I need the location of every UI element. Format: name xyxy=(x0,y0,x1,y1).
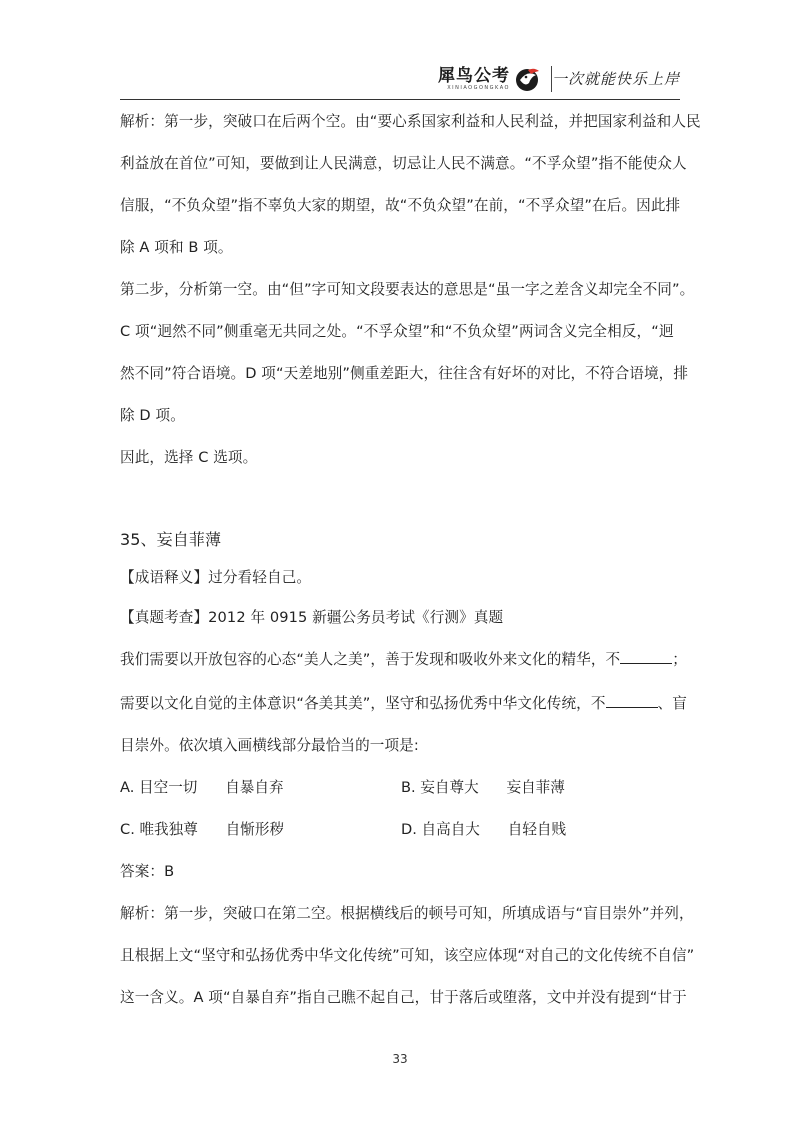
question-line: 我们需要以开放包容的心态“美人之美”，善于发现和吸收外来文化的精华，不 ； xyxy=(120,651,687,668)
paragraph-line: 第二步，分析第一空。由“但”字可知文段要表达的意思是“虽一字之差含义却完全不同”。 xyxy=(120,281,695,298)
answer-blank xyxy=(606,693,658,708)
paragraph-line: 然不同”符合语境。D 项“天差地别”侧重差距大，往往含有好坏的对比，不符合语境，排 xyxy=(120,365,689,382)
paragraph-line: 这一含义。A 项“自暴自弃”指自己瞧不起自己，甘于落后或堕落，文中并没有提到“甘于 xyxy=(120,989,687,1006)
options-row xyxy=(120,779,682,797)
header-rule xyxy=(120,99,680,100)
page-number: 33 xyxy=(392,1052,408,1066)
paragraph-line: 除 A 项和 B 项。 xyxy=(120,239,233,256)
paragraph-line: 利益放在首位”可知，要做到让人民满意，切忌让人民不满意。“不孚众望”指不能使众人 xyxy=(120,155,687,172)
hornbill-logo-icon xyxy=(514,66,540,92)
paragraph-line: 除 D 项。 xyxy=(120,407,185,424)
option-a: A. 目空一切 自暴自弃 xyxy=(120,779,284,796)
paragraph-line: 且根据上文“坚守和弘扬优秀中华文化传统”可知，该空应体现“对自己的文化传统不自信” xyxy=(120,947,695,964)
paragraph-line: 信服，“不负众望”指不辜负大家的期望，故“不负众望”在前，“不孚众望”在后。因此排 xyxy=(120,197,681,214)
options-row xyxy=(120,821,682,839)
brand-name: 犀鸟公考 xyxy=(438,65,510,86)
idiom-meaning: 【成语释义】过分看轻自己。 xyxy=(120,569,312,586)
brand-subtitle: XINIAOGONGKAO xyxy=(447,84,510,91)
document-body xyxy=(120,106,701,1007)
answer-line: 答案：B xyxy=(120,863,175,880)
question-line: 目崇外。依次填入画横线部分最恰当的一项是: xyxy=(120,737,419,754)
brand xyxy=(438,64,540,94)
paragraph-line: 解析：第一步，突破口在后两个空。由“要心系国家利益和人民利益，并把国家利益和人民 xyxy=(120,113,701,130)
answer-blank xyxy=(620,649,672,664)
exam-source: 【真题考查】2012 年 0915 新疆公务员考试《行测》真题 xyxy=(120,609,504,626)
option-b: B. 妄自尊大 妄自菲薄 xyxy=(401,779,565,796)
page-header xyxy=(120,58,680,102)
paragraph-line: 因此，选择 C 选项。 xyxy=(120,449,258,466)
question-line: 需要以文化自觉的主体意识“各美其美”，坚守和弘扬优秀中华文化传统，不 、盲 xyxy=(120,695,687,712)
option-c: C. 唯我独尊 自惭形秽 xyxy=(120,821,285,838)
option-d: D. 自高自大 自轻自贱 xyxy=(401,821,567,838)
paragraph-line: C 项“迥然不同”侧重毫无共同之处。“不孚众望”和“不负众望”两词含义完全相反，“迥 xyxy=(120,323,674,340)
slogan: 一次就能快乐上岸 xyxy=(551,70,680,88)
section-title: 35、妄自菲薄 xyxy=(120,530,222,549)
paragraph-line: 解析：第一步，突破口在第二空。根据横线后的顿号可知，所填成语与“盲目崇外”并列， xyxy=(120,905,694,922)
